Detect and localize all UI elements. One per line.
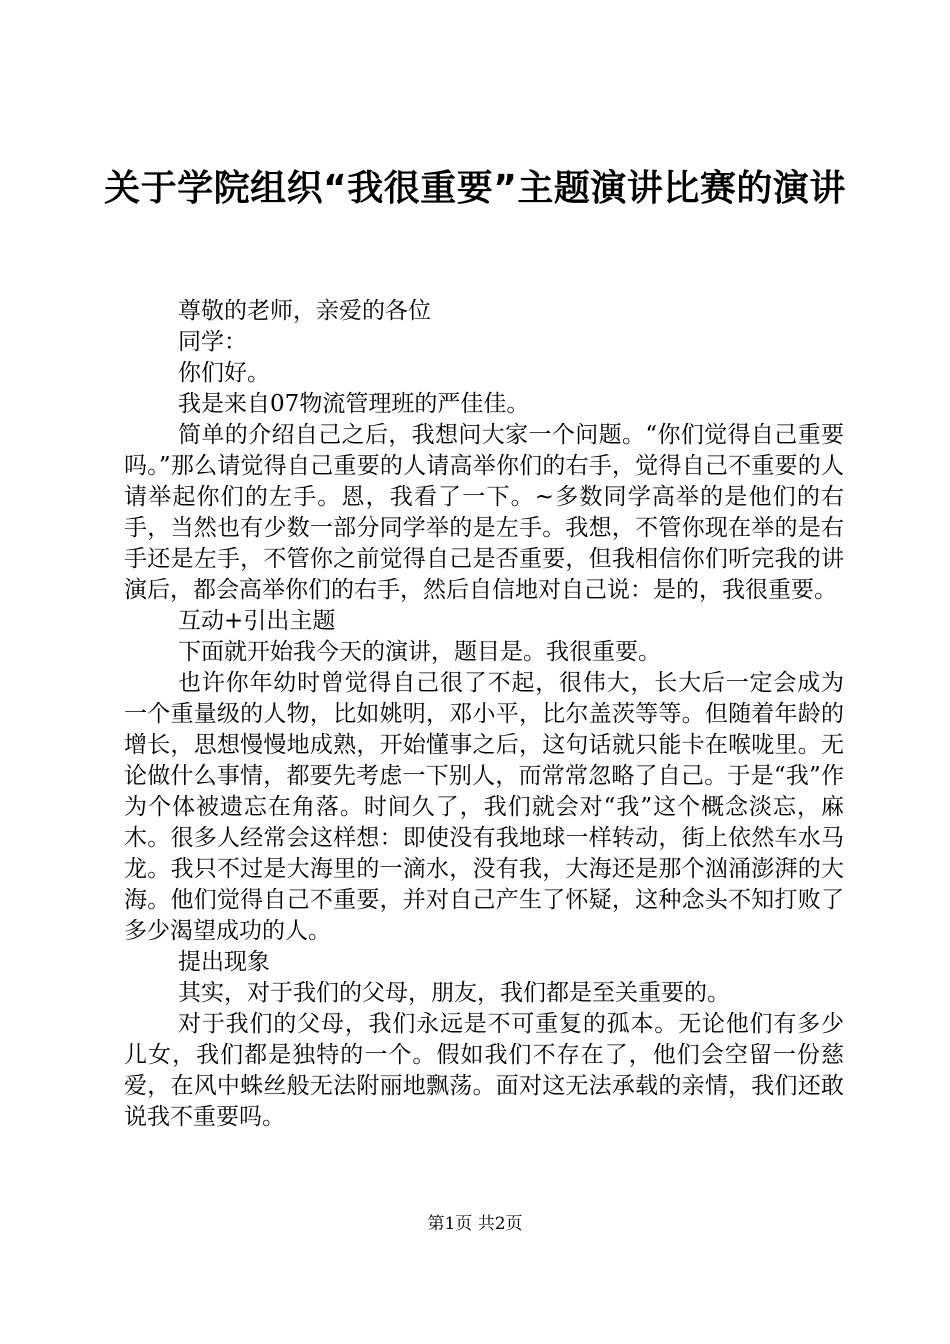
paragraph-note-phenomenon: 提出现象 — [178, 949, 271, 975]
paragraph-salutation: 尊敬的老师，亲爱的各位 — [178, 298, 432, 324]
paragraph-note-interaction: 互动+引出主题 — [178, 608, 336, 634]
paragraph-greeting: 你们好。 — [178, 360, 271, 386]
paragraph-salutation-cont: 同学： — [178, 329, 248, 355]
paragraph-introduction: 我是来自07物流管理班的严佳佳。 — [178, 391, 530, 417]
paragraph-question: 简单的介绍自己之后，我想问大家一个问题。“你们觉得自己重要吗。”那么请觉得自己重要的人请高举你们的右手，觉得自己不重要的人请举起你们的左手。恩，我看了一下。~多数同学高举的是他们的右手，当然也有少数一部分同学举的是左手。我想，不管你现在举的是右手还是左手，不管你之前觉得自己是否重要，但我相信你们听完我的讲演后，都会高举你们的右手，然后自信地对自己说：是的，我很重要。 — [124, 422, 844, 603]
document-title: 关于学院组织“我很重要”主题演讲比赛的演讲 — [104, 168, 846, 209]
document-body — [124, 296, 844, 1133]
paragraph-phenomenon: 也许你年幼时曾觉得自己很了不起，很伟大，长大后一定会成为一个重量级的人物，比如姚明，邓小平，比尔盖茨等等。但随着年龄的增长，思想慢慢地成熟，开始懂事之后，这句话就只能卡在喉咙里。无论做什么事情，都要先考虑一下别人，而常常忽略了自己。于是“我”作为个体被遗忘在角落。时间久了，我们就会对“我”这个概念淡忘，麻木。很多人经常会这样想：即使没有我地球一样转动，街上依然车水马龙。我只不过是大海里的一滴水，没有我，大海还是那个汹涌澎湃的大海。他们觉得自己不重要，并对自己产生了怀疑，这种念头不知打败了多少渴望成功的人。 — [124, 670, 844, 944]
paragraph-topic: 下面就开始我今天的演讲，题目是。我很重要。 — [178, 639, 662, 665]
paragraph-parents: 对于我们的父母，我们永远是不可重复的孤本。无论他们有多少儿女，我们都是独特的一个。假如我们不存在了，他们会空留一份慈爱，在风中蛛丝般无法附丽地飘荡。面对这无法承载的亲情，我们还敢说我不重要吗。 — [124, 1011, 844, 1130]
paragraph-importance: 其实，对于我们的父母，朋友，我们都是至关重要的。 — [178, 980, 731, 1006]
page-footer: 第1页 共2页 — [427, 1214, 523, 1234]
